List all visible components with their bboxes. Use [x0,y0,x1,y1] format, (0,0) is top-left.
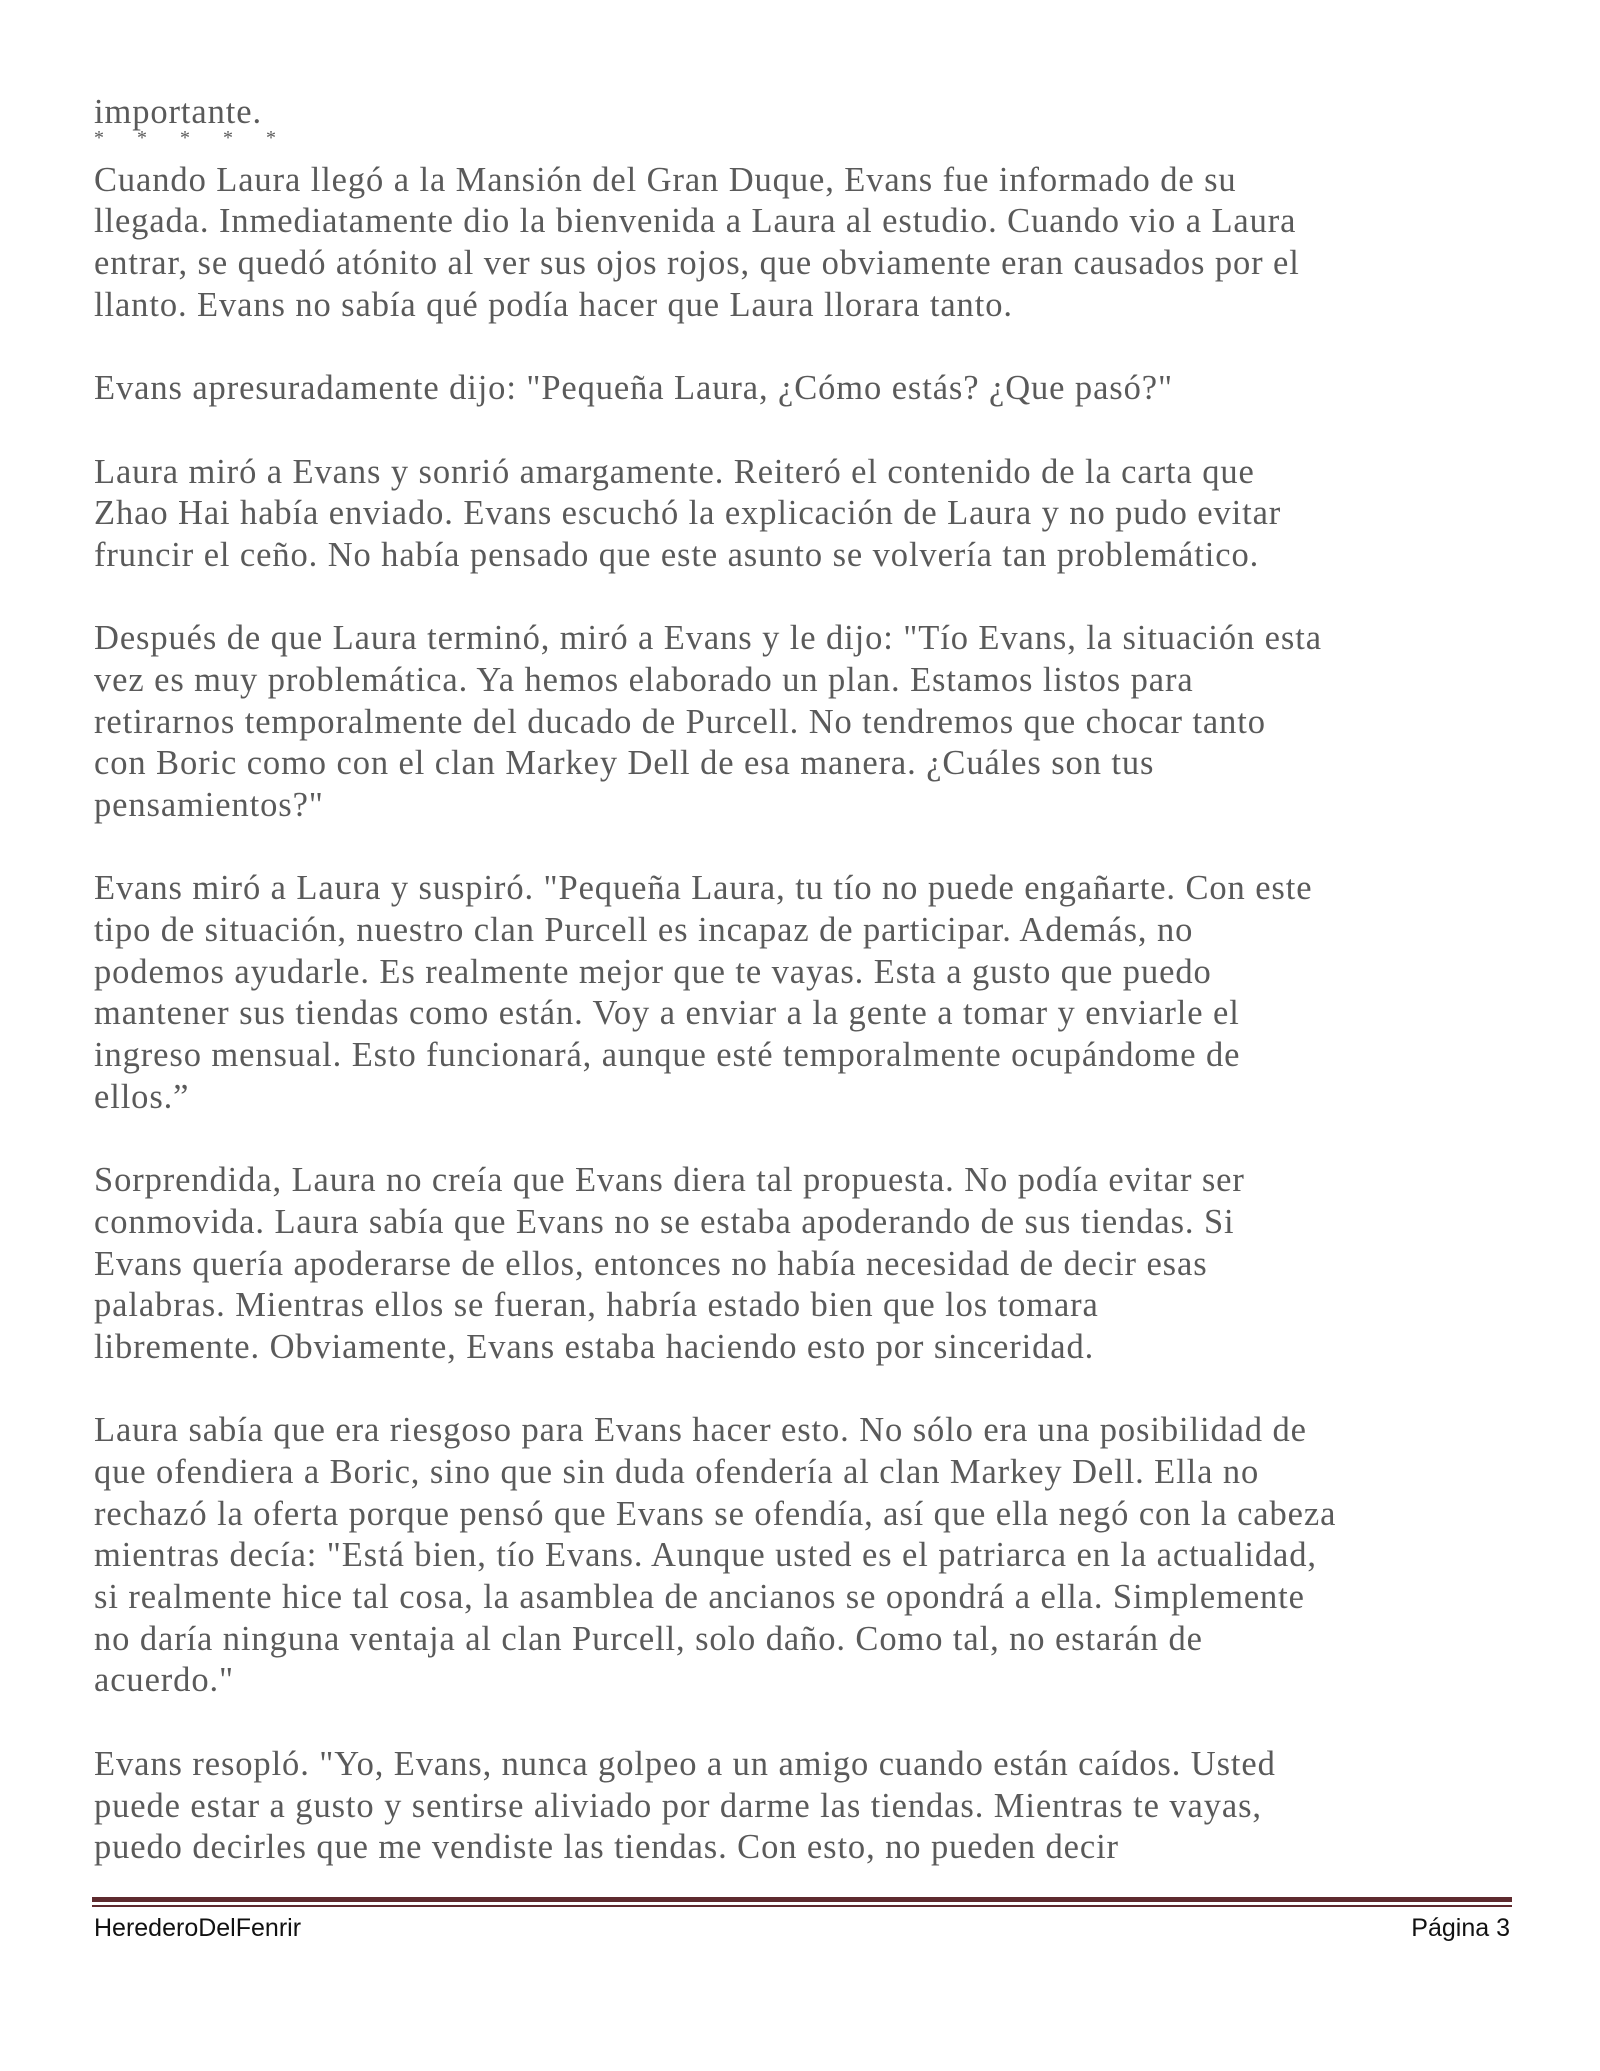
text-line: vez es muy problemática. Ya hemos elaborado un plan. Estamos listos para [94,660,1194,699]
document-body [94,92,1514,1869]
text-line: tipo de situación, nuestro clan Purcell es incapaz de participar. Además, no [94,911,1194,950]
text-line: fruncir el ceño. No había pensado que este asunto se volvería tan problemático. [94,535,1260,574]
text-line: Cuando Laura llegó a la Mansión del Gran Duque, Evans fue informado de su [94,160,1237,199]
text-line: si realmente hice tal cosa, la asamblea de ancianos se opondrá a ella. Simplemente [94,1578,1305,1617]
text-line: ingreso mensual. Esto funcionará, aunque esté temporalmente ocupándome de [94,1036,1241,1075]
text-line: Después de que Laura terminó, miró a Evans y le dijo: "Tío Evans, la situación esta [94,619,1322,658]
section-separator: * * * * * [94,126,290,149]
text-line: Laura miró a Evans y sonrió amargamente. Reiteró el contenido de la carta que [94,452,1255,491]
text-line: Zhao Hai había enviado. Evans escuchó la explicación de Laura y no pudo evitar [94,494,1282,533]
text-line: llegada. Inmediatamente dio la bienvenida a Laura al estudio. Cuando vio a Laura [94,202,1297,241]
footer-divider-thin [92,1905,1512,1907]
footer-divider-thick [92,1897,1512,1902]
text-line: Evans quería apoderarse de ellos, entonces no había necesidad de decir esas [94,1244,1208,1283]
paragraph-gap [94,1702,1514,1744]
text-line: mientras decía: "Está bien, tío Evans. Aunque usted es el patriarca en la actualidad, [94,1536,1317,1575]
text-line: puedo decirles que me vendiste las tiendas. Con esto, no pueden decir [94,1828,1119,1867]
text-line: entrar, se quedó atónito al ver sus ojos rojos, que obviamente eran causados por el [94,244,1300,283]
text-line: conmovida. Laura sabía que Evans no se estaba apoderando de sus tiendas. Si [94,1202,1235,1241]
text-line: ellos.” [94,1077,190,1116]
footer-page-number: Página 3 [1411,1914,1510,1942]
text-line: podemos ayudarle. Es realmente mejor que te vayas. Esta a gusto que puedo [94,952,1212,991]
text-line: retirarnos temporalmente del ducado de Purcell. No tendremos que chocar tanto [94,702,1266,741]
text-line: pensamientos?" [94,786,324,824]
text-line: puede estar a gusto y sentirse aliviado por darme las tiendas. Mientras te vayas, [94,1786,1262,1825]
page-footer [94,1914,1510,1950]
text-line: libremente. Obviamente, Evans estaba haciendo esto por sinceridad. [94,1327,1095,1366]
footer-author: HerederoDelFenrir [94,1914,302,1942]
text-line: llanto. Evans no sabía qué podía hacer que Laura llorara tanto. [94,285,1013,324]
text-line: Evans miró a Laura y suspiró. "Pequeña Laura, tu tío no puede engañarte. Con este [94,869,1313,908]
paragraph-gap [94,577,1514,619]
text-line: importante. [94,93,262,131]
text-line: con Boric como con el clan Markey Dell de esa manera. ¿Cuáles son tus [94,744,1155,783]
text-line: no daría ninguna ventaja al clan Purcell, solo daño. Como tal, no estarán de [94,1619,1203,1658]
paragraph-gap [94,1369,1514,1411]
text-line: que ofendiera a Boric, sino que sin duda ofendería al clan Markey Dell. Ella no [94,1453,1260,1491]
text-line: Evans resopló. "Yo, Evans, nunca golpeo a un amigo cuando están caídos. Usted [94,1744,1276,1783]
paragraph-gap [94,410,1514,452]
text-line: Laura sabía que era riesgoso para Evans hacer esto. No sólo era una posibilidad de [94,1411,1307,1450]
text-line: mantener sus tiendas como están. Voy a enviar a la gente a tomar y enviarle el [94,994,1240,1033]
paragraph-gap [94,326,1514,368]
paragraph-gap [94,1119,1514,1161]
text-line: Evans apresuradamente dijo: "Pequeña Laura, ¿Cómo estás? ¿Que pasó?" [94,369,1173,408]
paragraph-gap [94,827,1514,869]
text-line: rechazó la oferta porque pensó que Evans se ofendía, así que ella negó con la cabeza [94,1494,1337,1533]
text-line: palabras. Mientras ellos se fueran, habría estado bien que los tomara [94,1286,1099,1325]
text-line: acuerdo." [94,1661,234,1700]
text-line: Sorprendida, Laura no creía que Evans diera tal propuesta. No podía evitar ser [94,1161,1245,1200]
